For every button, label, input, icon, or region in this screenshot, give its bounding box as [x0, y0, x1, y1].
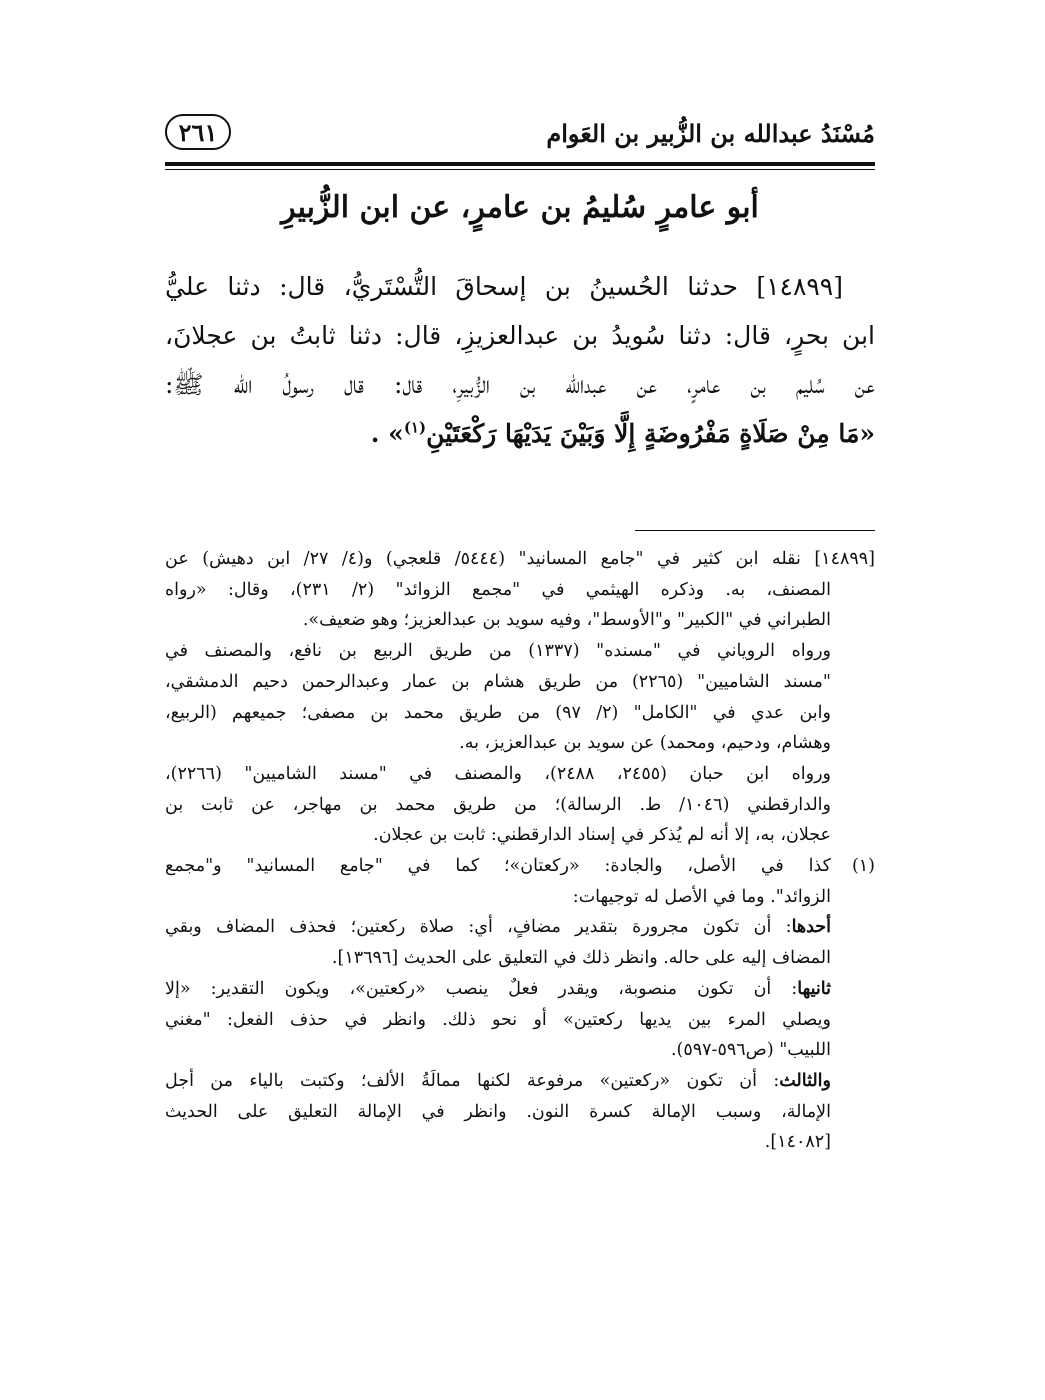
footnote-line: "مسند الشاميين" (٢٢٦٥) من طريق هشام بن عمار وعبدالرحمن دحيم الدمشقي، [165, 671, 831, 692]
footnote-line: ورواه ابن حبان (٢٤٥٥، ٢٤٨٨)، والمصنف في "مسند الشاميين" (٢٢٦٦)، [165, 763, 831, 784]
footnotes [165, 544, 875, 1158]
first-reading-label: أحدها [791, 917, 831, 938]
chapter-title: أبو عامرٍ سُليمُ بن عامرٍ، عن ابن الزُّبيرِ [281, 190, 759, 225]
footnote-1 [165, 851, 875, 1158]
footnote-line: المصنف، به. وذكره الهيثمي في "مجمع الزوائد" (٢/ ٢٣١)، وقال: «رواه [165, 579, 831, 600]
footnote-separator [635, 530, 875, 531]
hadith-matn: «مَا مِنْ صَلَاةٍ مَفْرُوضَةٍ إِلَّا وَبَيْنَ يَدَيْهَا رَكْعَتَيْنِ [426, 419, 875, 448]
footnote-line: كذا في الأصل، والجادة: «ركعتان»؛ كما في "جامع المسانيد" و"مجمع [165, 856, 831, 877]
hadith-line: ابن بحرٍ، قال: دثنا سُويدُ بن عبدالعزيزِ، قال: دثنا ثابتُ بن عجلانَ، [165, 321, 875, 350]
footnote-line: [١٤٨٩٩] نقله ابن كثير في "جامع المسانيد" (٥٤٤٤/ قلعجي) و(٤/ ٢٧/ ابن دهيش) عن [165, 549, 875, 569]
footnote-line: اللبيب" (ص٥٩٦-٥٩٧). [670, 1040, 831, 1061]
third-reading-label: والثالث [779, 1070, 831, 1091]
footnote-line: أحدها: أن تكون مجرورة بتقدير مضافٍ، أي: صلاة ركعتين؛ فحذف المضاف وبقي [165, 917, 831, 938]
hadith-closing: » . [370, 419, 404, 448]
running-title: مُسْنَدُ عبدالله بن الزُّبير بن العَوام [546, 119, 875, 148]
footnote-line: وابن عدي في "الكامل" (٢/ ٩٧) من طريق محمد بن مصفى؛ جميعهم (الربيع، [165, 702, 831, 723]
footnote-line: المضاف إليه على حاله. وانظر ذلك في التعليق على الحديث [١٣٦٩٦]. [331, 948, 831, 969]
header-rule-thin [165, 169, 875, 170]
page-number: ٢٦١ [165, 114, 231, 150]
header-rule-thick [165, 162, 875, 166]
footnote-line: وهشام، ودحيم، ومحمد) عن سويد بن عبدالعزيز، به. [459, 733, 831, 754]
hadith-text [165, 262, 875, 458]
footnote-line: عجلان، به، إلا أنه لم يُذكر في إسناد الدارقطني: ثابت بن عجلان. [373, 825, 831, 846]
footnote-line: ورواه الروياني في "مسنده" (١٣٣٧) من طريق الربيع بن نافع، والمصنف في [165, 641, 831, 662]
hadith-matn-line [165, 409, 875, 458]
footnote-line: والدارقطني (١٠٤٦/ ط. الرسالة)؛ من طريق محمد بن مهاجر، عن ثابت بن [165, 794, 831, 815]
second-reading-label: ثانيها [797, 978, 831, 999]
hadith-line: عن سُليم بن عامرٍ، عن عبدالله بن الزُّبيرِ، قال: قال رسولُ الله ﷺ: [165, 370, 875, 399]
hadith-line: [١٤٨٩٩] حدثنا الحُسينُ بن إسحاقَ التُّسْتَريُّ، قال: دثنا عليُّ [165, 272, 843, 301]
footnote-line: ثانيها: أن تكون منصوبة، ويقدر فعلٌ ينصب «ركعتين»، ويكون التقدير: «إلا [165, 978, 831, 999]
page-header [165, 114, 875, 154]
footnote-hadith-takhrij [165, 544, 875, 851]
footnote-line: ويصلي المرء بين يديها ركعتين» أو نحو ذلك. وانظر في حذف الفعل: "مغني [165, 1009, 831, 1030]
footnote-line: [١٤٠٨٢]. [764, 1132, 831, 1153]
footnote-line: الإمالة، وسبب الإمالة كسرة النون. وانظر في الإمالة التعليق على الحديث [165, 1101, 831, 1122]
footnote-line: والثالث: أن تكون «ركعتين» مرفوعة لكنها ممالَةُ الألف؛ وكتبت بالياء من أجل [165, 1070, 831, 1091]
footnote-line: الزوائد". وما في الأصل له توجيهات: [572, 886, 831, 907]
footnote-marker: (١) [851, 856, 875, 877]
footnote-reference[interactable]: (١) [403, 418, 427, 437]
footnote-line: الطبراني في "الكبير" و"الأوسط"، وفيه سويد بن عبدالعزيز؛ وهو ضعيف». [302, 610, 831, 631]
